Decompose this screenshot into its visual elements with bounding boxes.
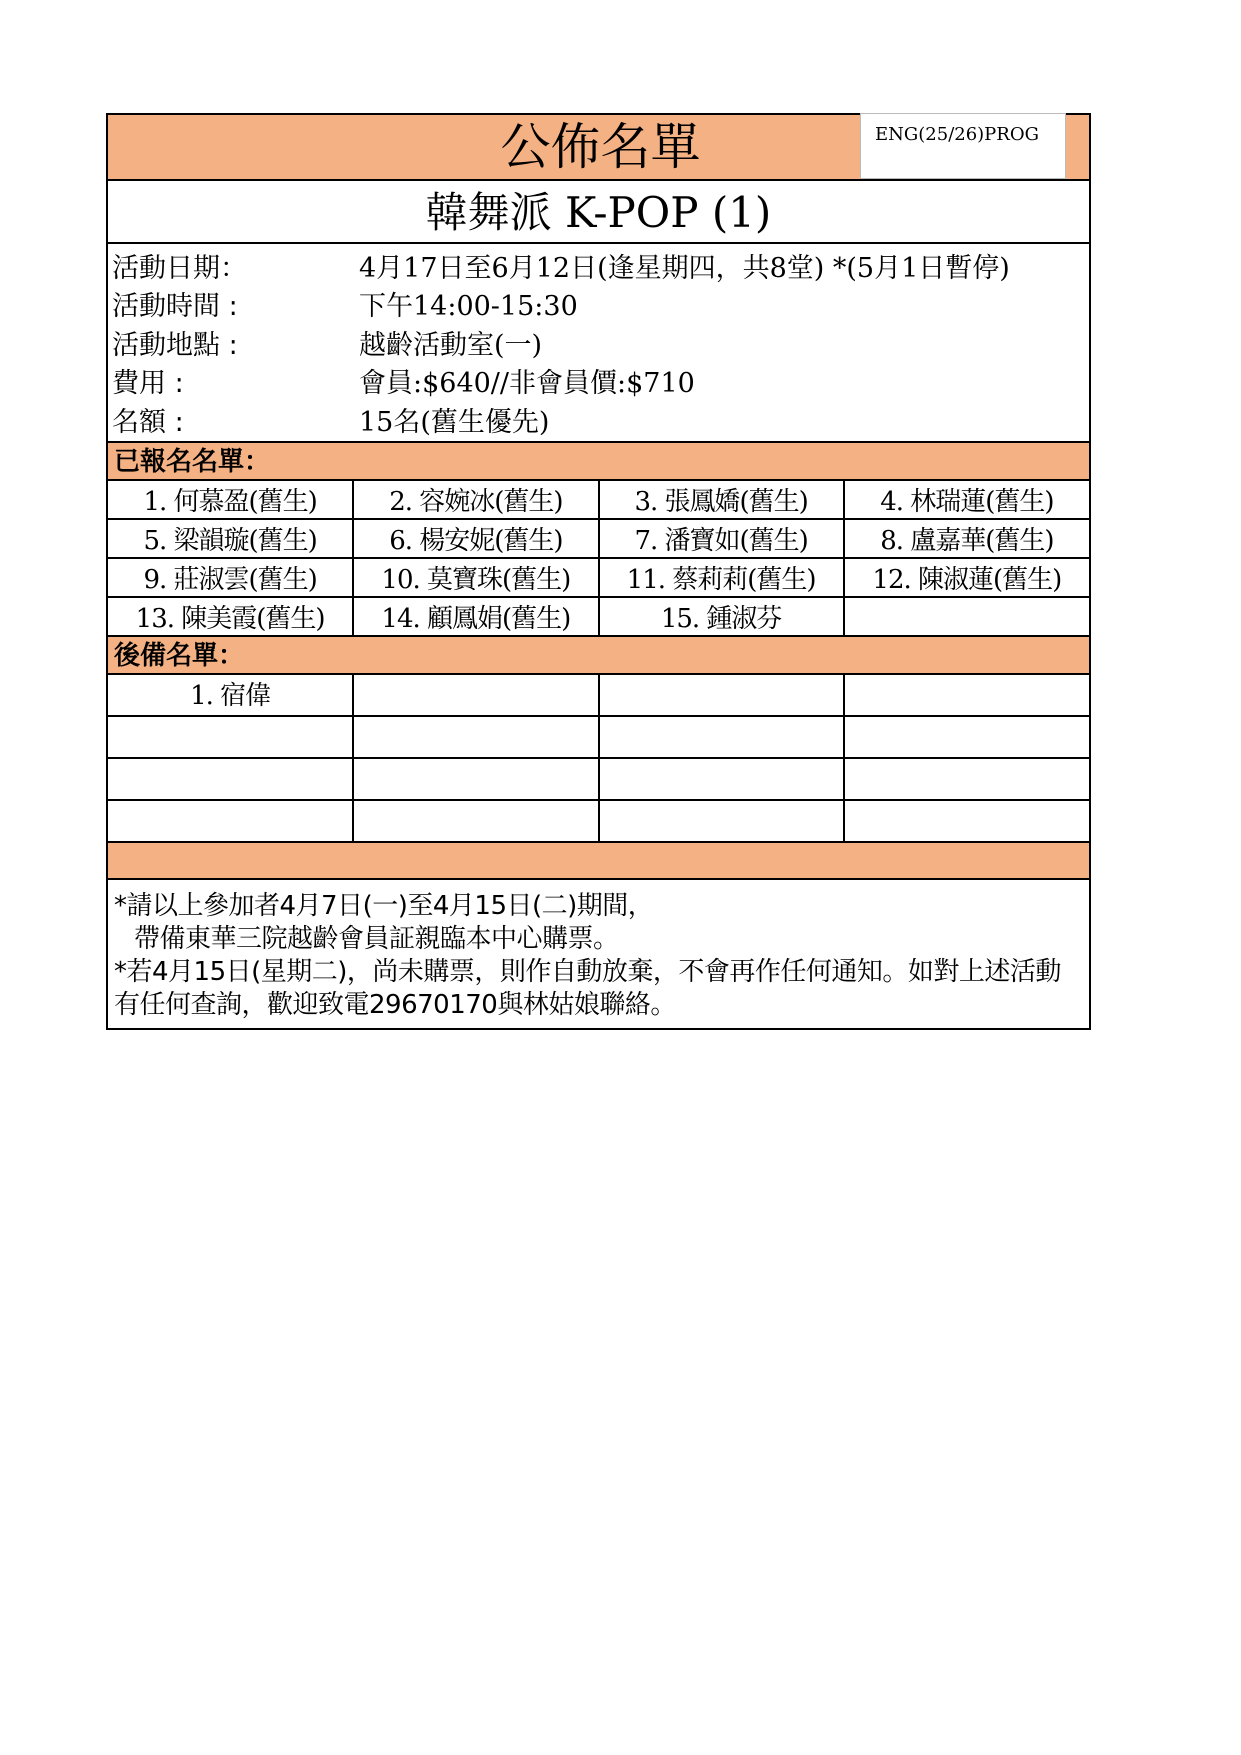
name-cell: 3. 張鳳嬌(舊生)	[599, 481, 844, 519]
info-value: 會員:$640//非會員價:$710	[359, 368, 695, 400]
name-cell	[353, 716, 598, 758]
name-cell: 15. 鍾淑芬	[599, 597, 844, 636]
name-cell: 5. 梁韻璇(舊生)	[108, 519, 353, 558]
info-label: 名額 :	[112, 406, 184, 438]
name-cell: 11. 蔡莉莉(舊生)	[599, 558, 844, 597]
spacer-band	[108, 843, 1089, 880]
name-cell	[353, 675, 598, 716]
registered-table	[108, 481, 1089, 637]
name-cell: 1. 何慕盈(舊生)	[108, 481, 353, 519]
name-cell	[108, 800, 353, 842]
name-cell: 2. 容婉冰(舊生)	[353, 481, 598, 519]
info-value: 下午14:00-15:30	[359, 291, 578, 323]
name-cell: 14. 顧鳳娟(舊生)	[353, 597, 598, 636]
info-date	[112, 246, 1089, 285]
table-row	[108, 716, 1089, 758]
name-cell	[599, 716, 844, 758]
notice-sheet	[106, 113, 1091, 1030]
title-bar	[108, 115, 1089, 181]
name-cell	[844, 800, 1089, 842]
name-cell: 10. 莫寶珠(舊生)	[353, 558, 598, 597]
table-row	[108, 800, 1089, 842]
info-venue	[112, 323, 1089, 362]
info-value: 越齡活動室(一)	[359, 329, 543, 361]
info-quota	[112, 400, 1089, 439]
name-cell: 8. 盧嘉華(舊生)	[844, 519, 1089, 558]
name-cell	[599, 675, 844, 716]
name-cell	[108, 758, 353, 800]
info-time	[112, 285, 1089, 324]
program-code: ENG(25/26)PROG	[860, 113, 1066, 179]
name-cell: 7. 潘寶如(舊生)	[599, 519, 844, 558]
name-cell: 9. 莊淑雲(舊生)	[108, 558, 353, 597]
table-row	[108, 758, 1089, 800]
info-label: 活動日期：	[112, 252, 247, 284]
name-cell	[108, 716, 353, 758]
table-row	[108, 558, 1089, 597]
name-cell	[844, 597, 1089, 636]
info-label: 費用 :	[112, 368, 184, 400]
waitlist-heading: 後備名單：	[108, 637, 1089, 675]
name-cell	[844, 758, 1089, 800]
name-cell	[844, 675, 1089, 716]
name-cell	[844, 716, 1089, 758]
info-value: 15名(舊生優先)	[359, 406, 550, 438]
waitlist-table	[108, 675, 1089, 843]
note-line: *請以上參加者4月7日(一)至4月15日(二)期間，	[114, 890, 654, 921]
table-row	[108, 597, 1089, 636]
name-cell: 13. 陳美霞(舊生)	[108, 597, 353, 636]
name-cell	[599, 758, 844, 800]
name-cell: 6. 楊安妮(舊生)	[353, 519, 598, 558]
name-cell	[353, 800, 598, 842]
table-row	[108, 675, 1089, 716]
info-fee	[112, 362, 1089, 401]
note-line: 帶備東華三院越齡會員証親臨本中心購票。	[134, 923, 619, 954]
registered-heading: 已報名名單：	[108, 443, 1089, 481]
activity-name: 韓舞派 K-POP (1)	[108, 181, 1089, 244]
info-value: 4月17日至6月12日(逢星期四，共8堂) *(5月1日暫停)	[359, 252, 1010, 284]
name-cell: 1. 宿偉	[108, 675, 353, 716]
name-cell: 12. 陳淑蓮(舊生)	[844, 558, 1089, 597]
note-line: *若4月15日(星期二)，尚未購票，則作自動放棄，不會再作任何通知。如對上述活動有任何查詢，歡迎致電29670170與林姑娘聯絡。	[114, 956, 1061, 1020]
notes-section	[108, 880, 1089, 1028]
table-row	[108, 481, 1089, 519]
name-cell	[353, 758, 598, 800]
activity-info	[108, 244, 1089, 443]
info-label: 活動地點 :	[112, 329, 238, 361]
name-cell: 4. 林瑞蓮(舊生)	[844, 481, 1089, 519]
name-cell	[599, 800, 844, 842]
table-row	[108, 519, 1089, 558]
page-title: 公佈名單	[500, 118, 701, 176]
info-label: 活動時間 :	[112, 291, 238, 323]
